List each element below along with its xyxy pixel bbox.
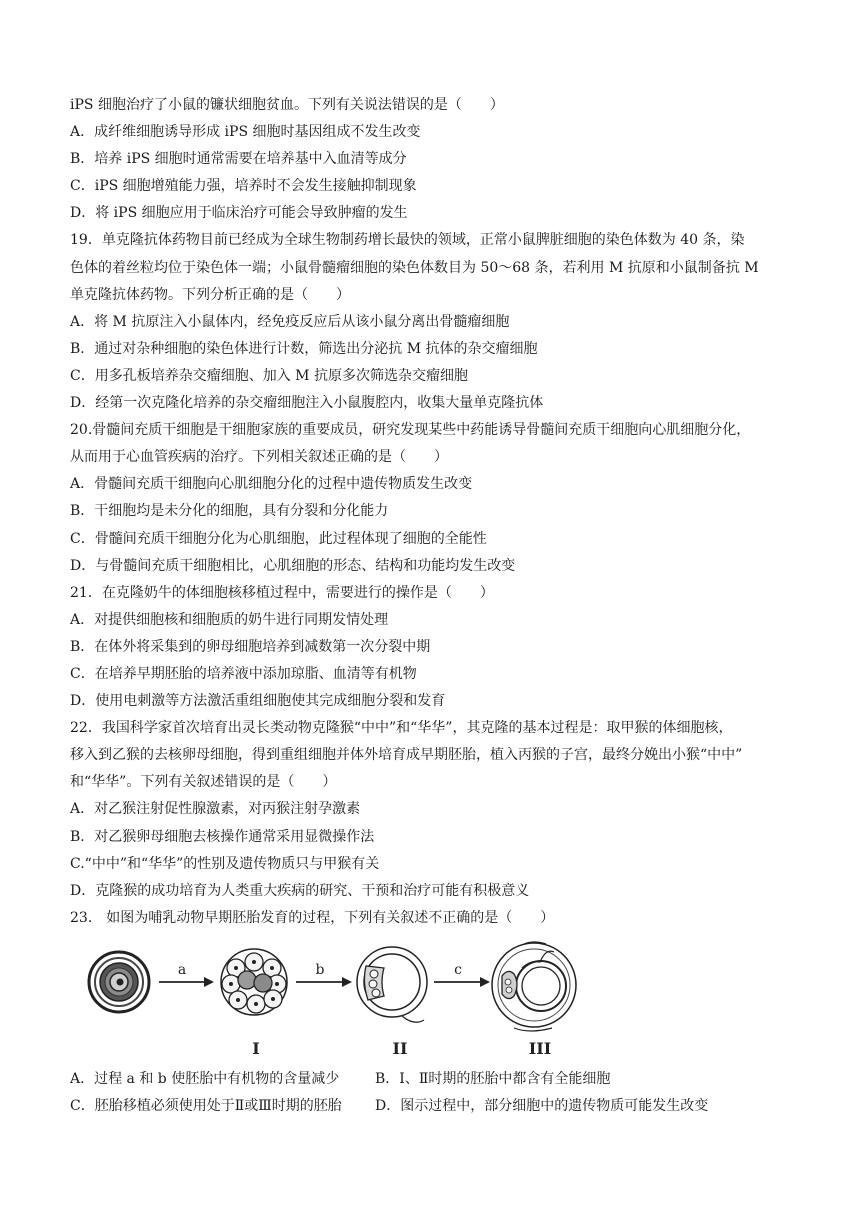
q23-option-c: C．胚胎移植必须使用处于Ⅱ或Ⅲ时期的胚胎 (70, 1098, 342, 1114)
q19-option-c: C．用多孔板培养杂交瘤细胞、加入 M 抗原多次筛选杂交瘤细胞 (70, 367, 468, 384)
q20-option-d: D．与骨髓间充质干细胞相比，心肌细胞的形态、结构和功能均发生改变 (70, 557, 516, 574)
q19-stem-line-1: 19．单克隆抗体药物目前已经成为全球生物制药增长最快的领域，正常小鼠脾脏细胞的染色体数为 40 条，染 (70, 232, 745, 249)
arrow-label-c: c (454, 961, 462, 978)
q22-stem-line-2: 移入到乙猴的去核卵母细胞，得到重组细胞并体外培育成早期胚胎，植入丙猴的子宫，最终分娩出小猴“中中” (70, 747, 743, 764)
q23-option-b: B．Ⅰ、Ⅱ时期的胚胎中都含有全能细胞 (375, 1070, 611, 1087)
q20-option-a: A．骨髓间充质干细胞向心肌细胞分化的过程中遗传物质发生改变 (70, 476, 473, 493)
q22-option-c: C.“中中”和“华华”的性别及遗传物质只与甲猴有关 (70, 855, 380, 872)
q20-option-b: B．干细胞均是未分化的细胞，具有分裂和分化能力 (70, 503, 389, 520)
q23-stem: 23． 如图为哺乳动物早期胚胎发育的过程，下列有关叙述不正确的是（ ） (70, 909, 555, 926)
arrow-label-a: a (177, 961, 187, 978)
page-content (70, 92, 800, 1120)
q18-stem: iPS 细胞治疗了小鼠的镰状细胞贫血。下列有关说法错误的是（ ） (70, 97, 504, 113)
embryo-development-figure (70, 938, 800, 1064)
morula-drawing (221, 949, 287, 1058)
arrow-c (434, 962, 490, 987)
q20-option-c: C．骨髓间充质干细胞分化为心肌细胞，此过程体现了细胞的全能性 (70, 530, 487, 547)
blastocyst-drawing (357, 947, 427, 1058)
q23-option-a: A．过程 a 和 b 使胚胎中有机物的含量减少 (70, 1070, 340, 1087)
q22-option-a: A．对乙猴注射促性腺激素，对丙猴注射孕激素 (70, 801, 361, 818)
stage-label-1: I (252, 1038, 260, 1058)
q21-option-c: C．在培养早期胚胎的培养液中添加琼脂、血清等有机物 (70, 665, 417, 682)
q23-option-d: D．图示过程中，部分细胞中的遗传物质可能发生改变 (375, 1098, 709, 1114)
q18-option-d: D．将 iPS 细胞应用于临床治疗可能会导致肿瘤的发生 (70, 205, 408, 222)
gastrula-drawing (492, 942, 576, 1058)
q19-option-d: D．经第一次克隆化培养的杂交瘤细胞注入小鼠腹腔内，收集大量单克隆抗体 (70, 395, 544, 412)
q19-option-b: B．通过对杂种细胞的染色体进行计数，筛选出分泌抗 M 抗体的杂交瘤细胞 (70, 340, 538, 357)
q21-option-a: A．对提供细胞核和细胞质的奶牛进行同期发情处理 (70, 611, 389, 628)
q23-options-row-2 (70, 1093, 800, 1120)
arrow-b (296, 962, 352, 987)
q18-option-b: B．培养 iPS 细胞时通常需要在培养基中入血清等成分 (70, 151, 407, 168)
q22-option-b: B．对乙猴卵母细胞去核操作通常采用显微操作法 (70, 828, 375, 845)
zygote-drawing (89, 952, 149, 1012)
embryo-diagram (84, 938, 784, 1064)
q21-option-b: B．在体外将采集到的卵母细胞培养到减数第一次分裂中期 (70, 638, 431, 655)
arrow-label-b: b (315, 961, 325, 978)
q22-stem-line-1: 22．我国科学家首次培育出灵长类动物克隆猴“中中”和“华华”，其克隆的基本过程是：取甲猴的体细胞核， (70, 720, 733, 737)
q21-option-d: D．使用电刺激等方法激活重组细胞使其完成细胞分裂和发育 (70, 693, 446, 710)
q18-option-a: A．成纤维细胞诱导形成 iPS 细胞时基因组成不发生改变 (70, 124, 421, 141)
q19-stem-line-3: 单克隆抗体药物。下列分析正确的是（ ） (70, 286, 350, 303)
arrow-a (159, 962, 214, 987)
q23-options-row-1 (70, 1066, 800, 1093)
q21-stem: 21．在克隆奶牛的体细胞核移植过程中，需要进行的操作是（ ） (70, 584, 494, 601)
q19-option-a: A．将 M 抗原注入小鼠体内，经免疫反应后从该小鼠分离出骨髓瘤细胞 (70, 313, 510, 330)
q22-stem-line-3: 和“华华”。下列有关叙述错误的是（ ） (70, 774, 337, 791)
q18-option-c: C．iPS 细胞增殖能力强，培养时不会发生接触抑制现象 (70, 178, 417, 195)
q20-stem-line-2: 从而用于心血管疾病的治疗。下列相关叙述正确的是（ ） (70, 449, 448, 466)
stage-label-3: III (528, 1038, 552, 1058)
stage-label-2: II (392, 1038, 408, 1058)
q19-stem-line-2: 色体的着丝粒均位于染色体一端；小鼠骨髓瘤细胞的染色体数目为 50～68 条，若利用 M 抗原和小鼠制备抗 M (70, 259, 759, 276)
q20-stem-line-1: 20.骨髓间充质干细胞是干细胞家族的重要成员，研究发现某些中药能诱导骨髓间充质干细胞向心肌细胞分化， (70, 422, 751, 439)
q22-option-d: D．克隆猴的成功培育为人类重大疾病的研究、干预和治疗可能有积极意义 (70, 882, 530, 899)
